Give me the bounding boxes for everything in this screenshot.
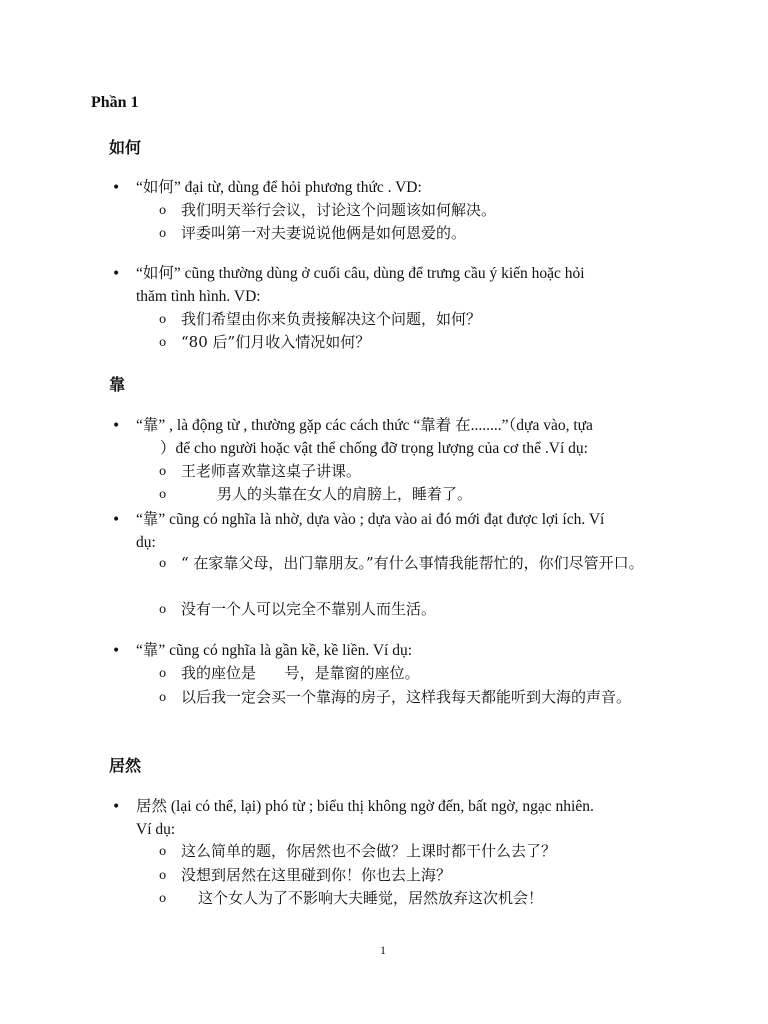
sub-bullet-icon: o bbox=[159, 690, 167, 704]
sub-bullet-icon: o bbox=[159, 226, 167, 240]
example-text: 我的座位是 号，是靠窗的座位。 bbox=[181, 664, 420, 682]
item-text: 居然 (lại có thể, lại) phó từ ; biểu thị không ngờ đến, bất ngờ, ngạc nhiên. bbox=[136, 798, 594, 815]
item-text-continued: Ví dụ: bbox=[136, 821, 176, 838]
example-text: 王老师喜欢靠这桌子讲课。 bbox=[181, 462, 362, 480]
section-heading-kao: 靠 bbox=[109, 375, 126, 394]
sub-bullet-icon: o bbox=[159, 666, 167, 680]
item-text: “靠” cũng có nghĩa là gần kề, kề liền. Ví dụ: bbox=[136, 642, 413, 659]
example-text: “80 后”们月收入情况如何？ bbox=[181, 333, 371, 351]
item-text: “靠” cũng có nghĩa là nhờ, dựa vào ; dựa vào ai đó mới đạt được lợi ích. Ví bbox=[136, 511, 605, 528]
section-heading-juran: 居然 bbox=[109, 756, 142, 775]
item-text: “如何” cũng thường dùng ở cuối câu, dùng để trưng cầu ý kiến hoặc hỏi bbox=[136, 265, 585, 282]
sub-bullet-icon: o bbox=[159, 464, 167, 478]
example-text: 评委叫第一对夫妻说说他俩是如何恩爱的。 bbox=[181, 224, 467, 242]
item-text-continued: dụ: bbox=[136, 534, 156, 551]
sub-bullet-icon: o bbox=[159, 868, 167, 882]
part-title: Phần 1 bbox=[91, 94, 139, 111]
bullet-icon: • bbox=[112, 266, 121, 282]
sub-bullet-icon: o bbox=[159, 556, 167, 570]
example-text: 男人的头靠在女人的肩膀上，睡着了。 bbox=[217, 485, 473, 503]
example-text: 以后我一定会买一个靠海的房子，这样我每天都能听到大海的声音。 bbox=[181, 688, 632, 706]
example-text: 这么简单的题，你居然也不会做？上课时都干什么去了？ bbox=[181, 842, 557, 860]
page-number: 1 bbox=[380, 943, 386, 957]
sub-bullet-icon: o bbox=[159, 335, 167, 349]
bullet-icon: • bbox=[112, 512, 121, 528]
item-text-continued: thăm tình hình. VD: bbox=[136, 288, 261, 305]
bullet-icon: • bbox=[112, 418, 121, 434]
sub-bullet-icon: o bbox=[159, 203, 167, 217]
item-text: “如何” đại từ, dùng để hỏi phương thức . VD: bbox=[136, 179, 422, 196]
sub-bullet-icon: o bbox=[159, 844, 167, 858]
sub-bullet-icon: o bbox=[159, 891, 167, 905]
sub-bullet-icon: o bbox=[159, 487, 167, 501]
bullet-icon: • bbox=[112, 643, 121, 659]
sub-bullet-icon: o bbox=[159, 312, 167, 326]
item-text: “靠” , là động từ , thường gặp các cách thức “靠着 在........”（dựa vào, tựa bbox=[136, 417, 593, 434]
bullet-icon: • bbox=[112, 180, 121, 196]
example-text: 我们明天举行会议，讨论这个问题该如何解决。 bbox=[181, 201, 497, 219]
example-text: 这个女人为了不影响大夫睡觉，居然放弃这次机会！ bbox=[198, 889, 544, 907]
section-heading-ruhe: 如何 bbox=[109, 138, 142, 157]
example-text: 我们希望由你来负责接解决这个问题，如何？ bbox=[181, 310, 482, 328]
bullet-icon: • bbox=[112, 799, 121, 815]
sub-bullet-icon: o bbox=[159, 602, 167, 616]
example-text: 没有一个人可以完全不靠别人而生活。 bbox=[181, 600, 437, 618]
example-text: 没想到居然在这里碰到你！你也去上海？ bbox=[181, 866, 452, 884]
example-text: “ 在家靠父母，出门靠朋友。”有什么事情我能帮忙的，你们尽管开口。 bbox=[181, 554, 644, 572]
item-text-continued: ）để cho người hoặc vật thể chống đỡ trọng lượng của cơ thể .Ví dụ: bbox=[160, 440, 588, 457]
